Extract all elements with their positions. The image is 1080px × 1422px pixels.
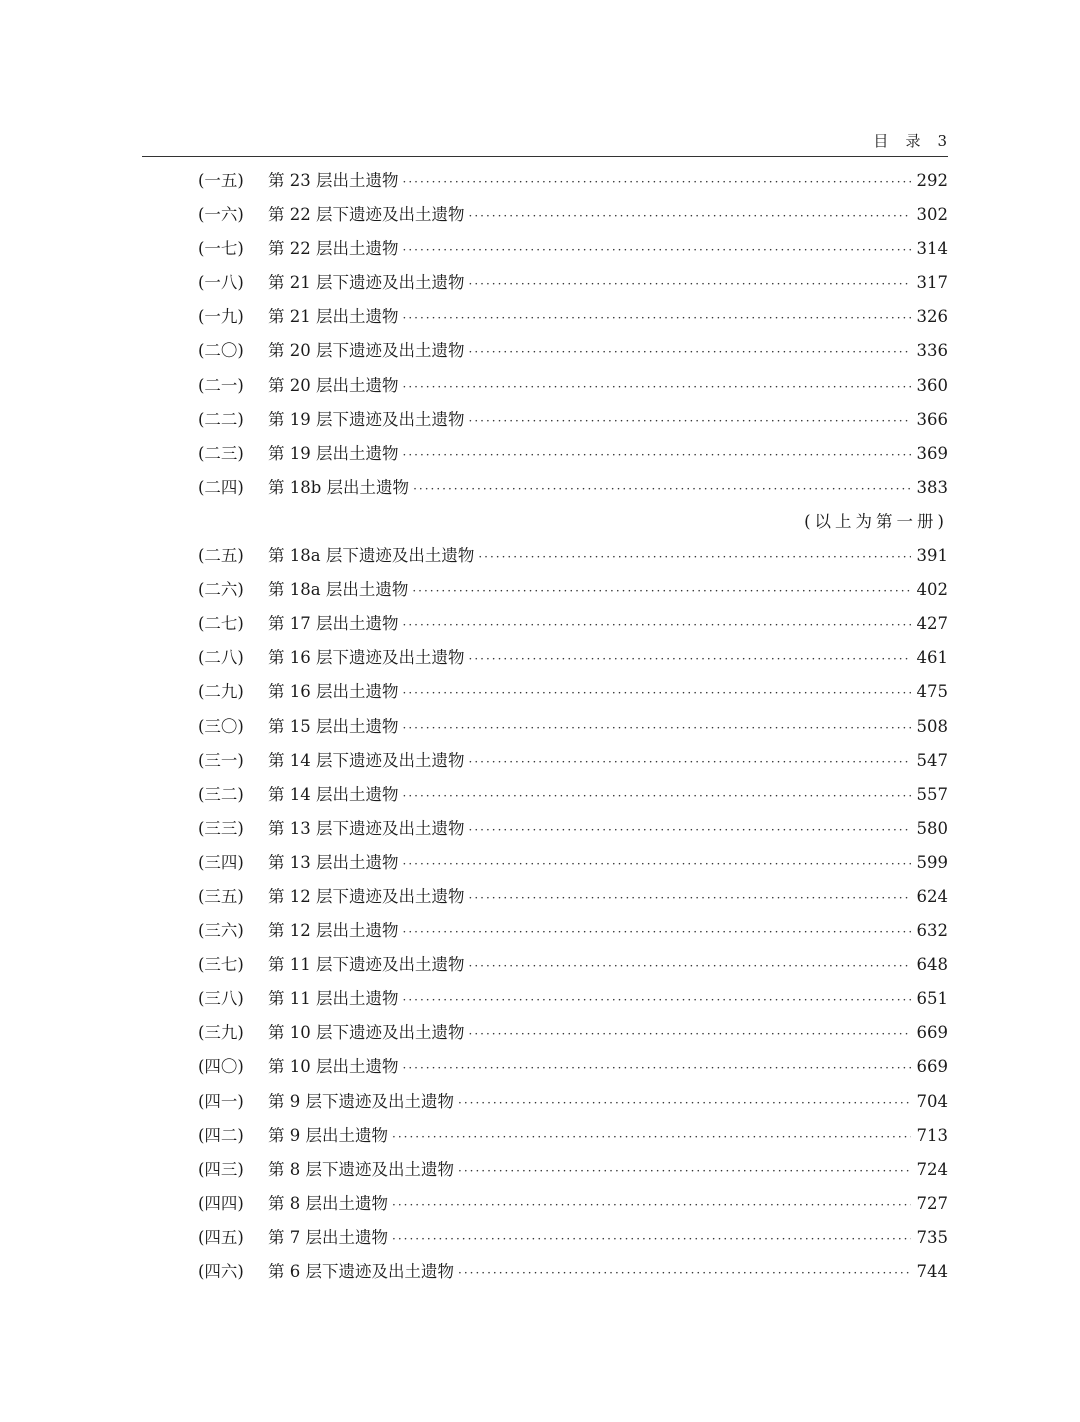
dot-leader	[469, 1017, 911, 1051]
dot-leader	[403, 438, 911, 472]
toc-entry-title: 第 13 层出土遗物	[268, 852, 399, 872]
toc-entry-title: 第 16 层下遗迹及出土遗物	[268, 648, 465, 668]
toc-entry-title: 第 17 层出土遗物	[268, 614, 399, 634]
toc-entry-number: (二一)	[198, 375, 244, 395]
header-title-1: 目	[873, 132, 890, 150]
dot-leader	[403, 370, 911, 404]
header-title-2: 录	[905, 132, 922, 150]
toc-entry	[198, 607, 948, 641]
toc-entry-number: (二四)	[198, 477, 244, 497]
toc-entry-page: 336	[916, 341, 948, 361]
toc-entry-number: (三一)	[198, 750, 244, 770]
toc-entry-page: 326	[916, 307, 948, 327]
toc-entry-page: 317	[916, 273, 948, 293]
toc-entry-number: (一八)	[198, 273, 244, 293]
toc-entry	[198, 437, 948, 471]
toc-entry	[198, 880, 948, 914]
toc-entry-number: (二〇)	[198, 341, 244, 361]
toc-entry-number: (三八)	[198, 989, 244, 1009]
toc-entry-number: (一五)	[198, 171, 244, 190]
toc-entry	[198, 198, 948, 232]
dot-leader	[403, 915, 911, 949]
toc-entry	[198, 1153, 948, 1187]
toc-entry-page: 648	[916, 955, 948, 975]
toc-entry-page: 669	[916, 1057, 948, 1077]
toc-entry-page: 292	[916, 171, 948, 190]
toc-entry	[198, 232, 948, 266]
dot-leader	[458, 1256, 911, 1290]
toc-entry-number: (四三)	[198, 1159, 244, 1179]
toc-entry-page: 475	[916, 682, 948, 702]
toc-entry-page: 383	[916, 477, 948, 497]
dot-leader	[469, 199, 911, 233]
toc-entry-number: (二七)	[198, 614, 244, 634]
dot-leader	[403, 983, 911, 1017]
toc-entry-number: (二八)	[198, 648, 244, 668]
toc-entry	[198, 266, 948, 300]
dot-leader	[413, 472, 910, 506]
dot-leader	[458, 1086, 911, 1120]
toc-entry	[198, 1050, 948, 1084]
toc-entry-title: 第 22 层下遗迹及出土遗物	[268, 205, 465, 225]
dot-leader	[403, 676, 911, 710]
dot-leader	[469, 813, 911, 847]
header-page-number: 3	[937, 132, 948, 150]
toc-entry-title: 第 8 层出土遗物	[268, 1193, 388, 1213]
dot-leader	[458, 1154, 911, 1188]
toc-entry-page: 632	[916, 921, 948, 941]
toc-entry-number: (三〇)	[198, 716, 244, 736]
toc-entry	[198, 300, 948, 334]
toc-entry-number: (三七)	[198, 955, 244, 975]
dot-leader	[403, 711, 911, 745]
toc-entry-number: (一七)	[198, 239, 244, 259]
toc-entry-title: 第 12 层下遗迹及出土遗物	[268, 886, 465, 906]
dot-leader	[392, 1120, 911, 1154]
toc-entry-number: (三三)	[198, 818, 244, 838]
toc-entry-title: 第 15 层出土遗物	[268, 716, 399, 736]
toc-entry	[198, 539, 948, 573]
toc-entry-page: 508	[916, 716, 948, 736]
toc-entry-page: 547	[916, 750, 948, 770]
toc-entry	[198, 334, 948, 368]
toc-entry-title: 第 10 层出土遗物	[268, 1057, 399, 1077]
toc-entry-page: 624	[916, 886, 948, 906]
toc-entry-title: 第 21 层出土遗物	[268, 307, 399, 327]
dot-leader	[469, 881, 911, 915]
toc-entry-page: 735	[916, 1227, 948, 1247]
dot-leader	[469, 949, 911, 983]
toc-entry-title: 第 6 层下遗迹及出土遗物	[268, 1262, 454, 1281]
toc-entry-number: (三四)	[198, 852, 244, 872]
toc-entry-title: 第 18a 层下遗迹及出土遗物	[268, 546, 475, 566]
toc-entry-page: 744	[916, 1262, 948, 1281]
running-header	[142, 130, 948, 157]
dot-leader	[403, 1051, 911, 1085]
toc-entry	[198, 641, 948, 675]
toc-entry	[198, 812, 948, 846]
toc-entry-number: (二三)	[198, 443, 244, 463]
toc-entry-title: 第 13 层下遗迹及出土遗物	[268, 818, 465, 838]
toc-entry-title: 第 11 层出土遗物	[268, 989, 399, 1009]
toc-entry	[198, 948, 948, 982]
header-text	[857, 130, 948, 151]
toc-entry	[198, 914, 948, 948]
toc-entry-number: (四五)	[198, 1227, 244, 1247]
toc-entry-number: (二六)	[198, 580, 244, 600]
dot-leader	[403, 608, 911, 642]
toc-entry-title: 第 19 层出土遗物	[268, 443, 399, 463]
dot-leader	[469, 745, 911, 779]
toc-entry-title: 第 7 层出土遗物	[268, 1227, 388, 1247]
toc-entry-number: (一九)	[198, 307, 244, 327]
dot-leader	[469, 335, 911, 369]
toc-entry-page: 302	[916, 205, 948, 225]
volume-note: (以上为第一册)	[804, 511, 948, 531]
toc-entry-page: 557	[916, 784, 948, 804]
toc-entry-title: 第 12 层出土遗物	[268, 921, 399, 941]
toc-entry-title: 第 11 层下遗迹及出土遗物	[268, 955, 465, 975]
toc-entry-title: 第 23 层出土遗物	[268, 171, 399, 190]
toc-entry-number: (四二)	[198, 1125, 244, 1145]
toc-entry-page: 314	[916, 239, 948, 259]
toc-entry-page: 669	[916, 1023, 948, 1043]
toc-entry	[198, 675, 948, 709]
toc-entry-title: 第 10 层下遗迹及出土遗物	[268, 1023, 465, 1043]
toc-entry	[198, 573, 948, 607]
toc-entry	[198, 1187, 948, 1221]
toc-entry-title: 第 8 层下遗迹及出土遗物	[268, 1159, 454, 1179]
toc-entry	[198, 1016, 948, 1050]
toc-entry-number: (三九)	[198, 1023, 244, 1043]
toc-entry-title: 第 18b 层出土遗物	[268, 477, 410, 497]
toc-entry	[198, 471, 948, 505]
dot-leader	[392, 1188, 911, 1222]
toc-entry-page: 369	[916, 443, 948, 463]
dot-leader	[403, 165, 911, 199]
toc-entry	[198, 744, 948, 778]
toc-entry-title: 第 9 层下遗迹及出土遗物	[268, 1091, 454, 1111]
toc-entry-number: (二二)	[198, 409, 244, 429]
dot-leader	[403, 301, 911, 335]
toc-entry-page: 580	[916, 818, 948, 838]
toc-entry-page: 427	[916, 614, 948, 634]
toc-entry-page: 651	[916, 989, 948, 1009]
toc-entry-number: (二九)	[198, 682, 244, 702]
toc-entry-page: 402	[916, 580, 948, 600]
toc-entry-title: 第 22 层出土遗物	[268, 239, 399, 259]
toc-entry	[198, 778, 948, 812]
toc-entry-number: (三六)	[198, 921, 244, 941]
dot-leader	[403, 847, 911, 881]
toc-entry	[198, 982, 948, 1016]
toc-entry-title: 第 9 层出土遗物	[268, 1125, 388, 1145]
toc-entry-number: (四〇)	[198, 1057, 244, 1077]
toc-entry-page: 704	[916, 1091, 948, 1111]
toc-entry-page: 360	[916, 375, 948, 395]
toc-entry	[198, 403, 948, 437]
toc-entry-page: 724	[916, 1159, 948, 1179]
dot-leader	[478, 540, 910, 574]
toc-entry-title: 第 19 层下遗迹及出土遗物	[268, 409, 465, 429]
toc-entry-title: 第 18a 层出土遗物	[268, 580, 409, 600]
toc-entry-page: 366	[916, 409, 948, 429]
table-of-contents	[198, 164, 948, 1289]
dot-leader	[469, 404, 911, 438]
toc-entry	[198, 369, 948, 403]
toc-entry-title: 第 20 层下遗迹及出土遗物	[268, 341, 465, 361]
toc-entry-number: (三二)	[198, 784, 244, 804]
toc-entry-page: 461	[916, 648, 948, 668]
toc-entry-number: (二五)	[198, 546, 244, 566]
toc-entry-page: 391	[916, 546, 948, 566]
toc-entry	[198, 164, 948, 198]
toc-entry-title: 第 20 层出土遗物	[268, 375, 399, 395]
dot-leader	[392, 1222, 911, 1256]
toc-entry-title: 第 14 层出土遗物	[268, 784, 399, 804]
dot-leader	[403, 779, 911, 813]
toc-entry-number: (四一)	[198, 1091, 244, 1111]
toc-entry-title: 第 16 层出土遗物	[268, 682, 399, 702]
dot-leader	[403, 233, 911, 267]
toc-entry-page: 599	[916, 852, 948, 872]
toc-entry-page: 727	[916, 1193, 948, 1213]
toc-entry-title: 第 21 层下遗迹及出土遗物	[268, 273, 465, 293]
toc-entry-number: (四六)	[198, 1262, 244, 1281]
toc-entry	[198, 1085, 948, 1119]
toc-entry-page: 713	[916, 1125, 948, 1145]
toc-entry-number: (四四)	[198, 1193, 244, 1213]
toc-entry	[198, 1119, 948, 1153]
toc-entry	[198, 710, 948, 744]
toc-entry	[198, 846, 948, 880]
dot-leader	[469, 642, 911, 676]
dot-leader	[469, 267, 911, 301]
toc-entry-title: 第 14 层下遗迹及出土遗物	[268, 750, 465, 770]
dot-leader	[412, 574, 910, 608]
toc-entry-number: (三五)	[198, 886, 244, 906]
toc-entry	[198, 1255, 948, 1289]
toc-entry-number: (一六)	[198, 205, 244, 225]
toc-entry	[198, 1221, 948, 1255]
